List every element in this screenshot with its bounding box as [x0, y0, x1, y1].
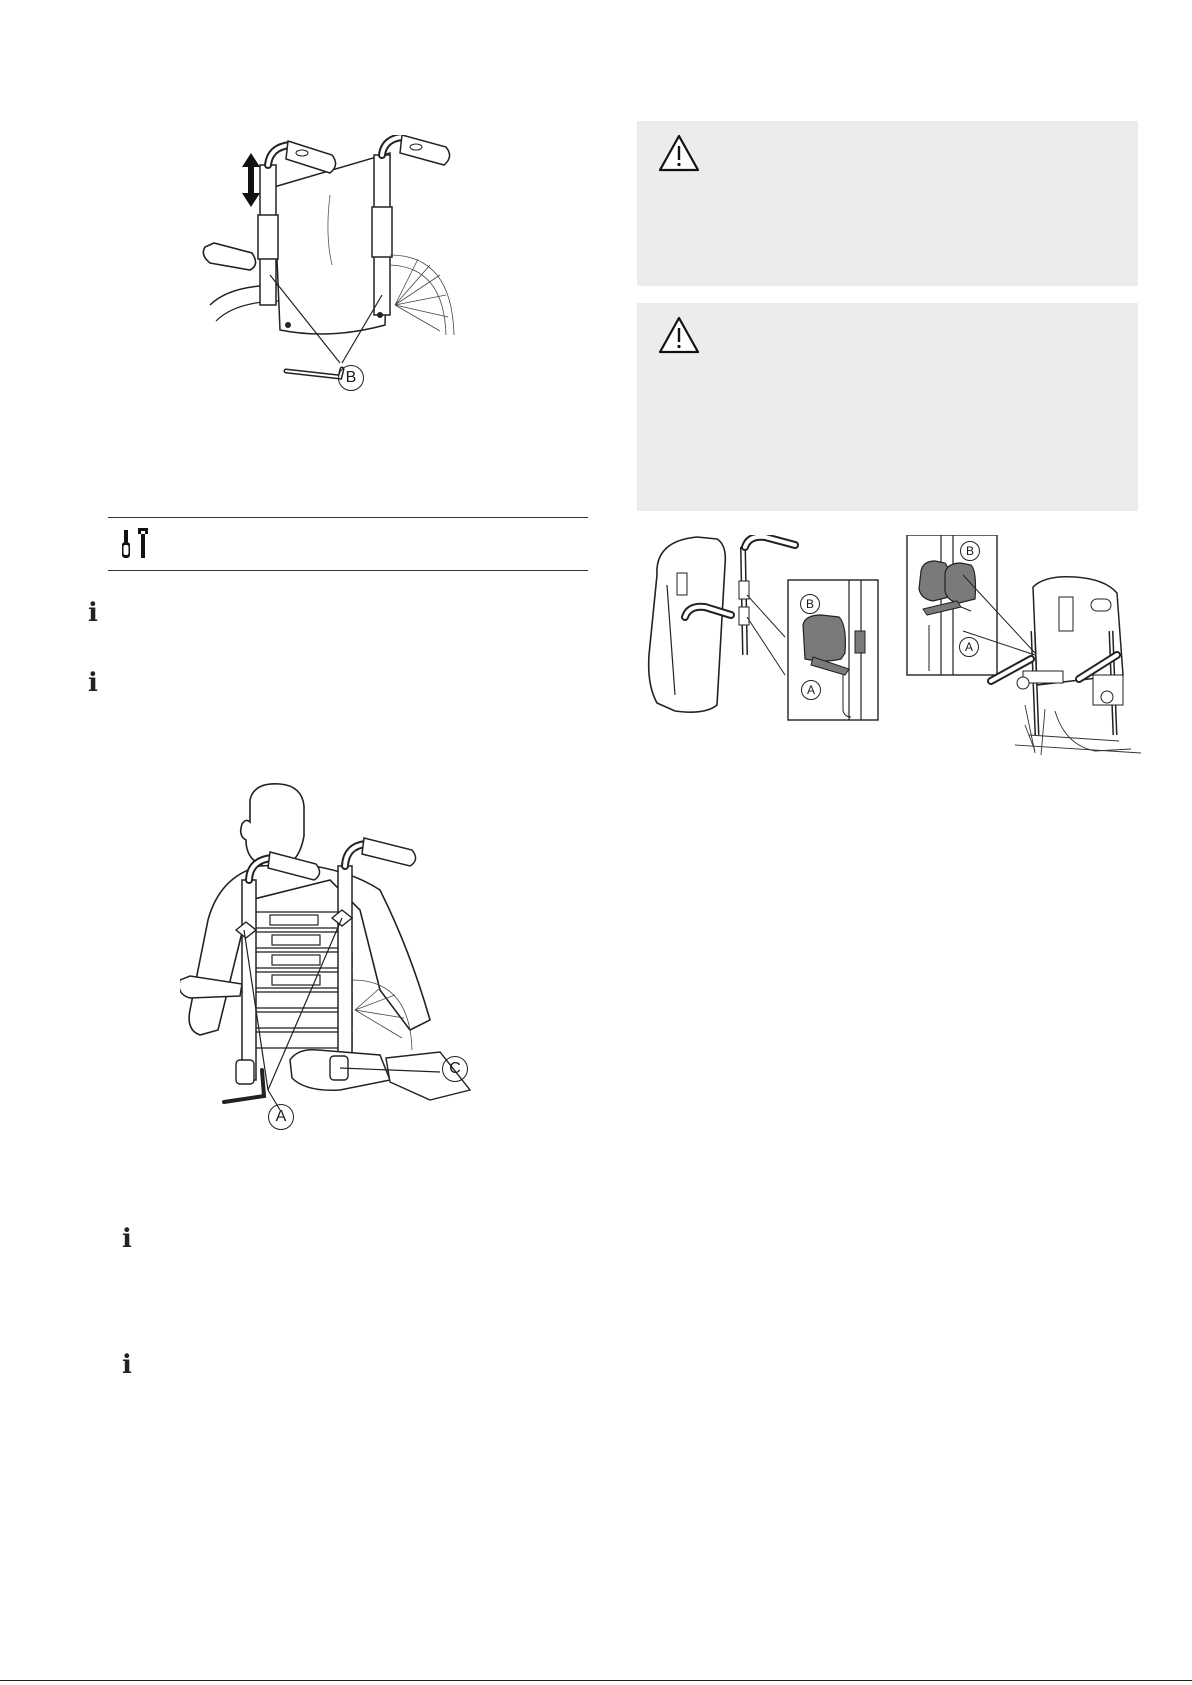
info-icon: ℹ — [88, 598, 98, 628]
warning-box — [637, 303, 1138, 511]
tension-backrest-illustration — [180, 780, 490, 1140]
double-arrow-icon — [242, 153, 260, 207]
callout-b-marker — [960, 541, 980, 561]
callout-a-marker — [801, 680, 821, 700]
callout-a-label: A — [806, 683, 815, 697]
callout-c-label: C — [449, 1060, 461, 1077]
callout-b-marker — [338, 365, 364, 391]
figure-tension-backrest — [180, 780, 490, 1140]
figure-push-handles — [190, 135, 490, 425]
backrest-bracket-illustration — [645, 535, 880, 725]
figure-backrest-brackets-right — [905, 535, 1143, 760]
backrest-bracket-illustration — [905, 535, 1143, 760]
info-icon: ℹ — [122, 1350, 132, 1380]
callout-a-marker — [959, 637, 979, 657]
tools-bar — [108, 517, 588, 571]
callout-b-label: B — [805, 597, 814, 611]
callout-a-label: A — [964, 640, 973, 654]
callout-c-marker — [442, 1056, 468, 1082]
screwdriver-wrench-icon — [118, 526, 154, 562]
figure-backrest-brackets-left — [645, 535, 880, 725]
warning-triangle-icon — [657, 315, 701, 355]
warning-triangle-icon — [657, 133, 701, 173]
info-icon: ℹ — [122, 1224, 132, 1254]
callout-b-marker — [800, 594, 820, 614]
callout-a-marker — [268, 1104, 294, 1130]
warning-box — [637, 121, 1138, 286]
callout-b-label: B — [965, 544, 974, 558]
callout-b-label: B — [345, 369, 357, 386]
footer-rule — [0, 1680, 1192, 1681]
info-icon: ℹ — [88, 668, 98, 698]
callout-a-label: A — [275, 1108, 287, 1125]
